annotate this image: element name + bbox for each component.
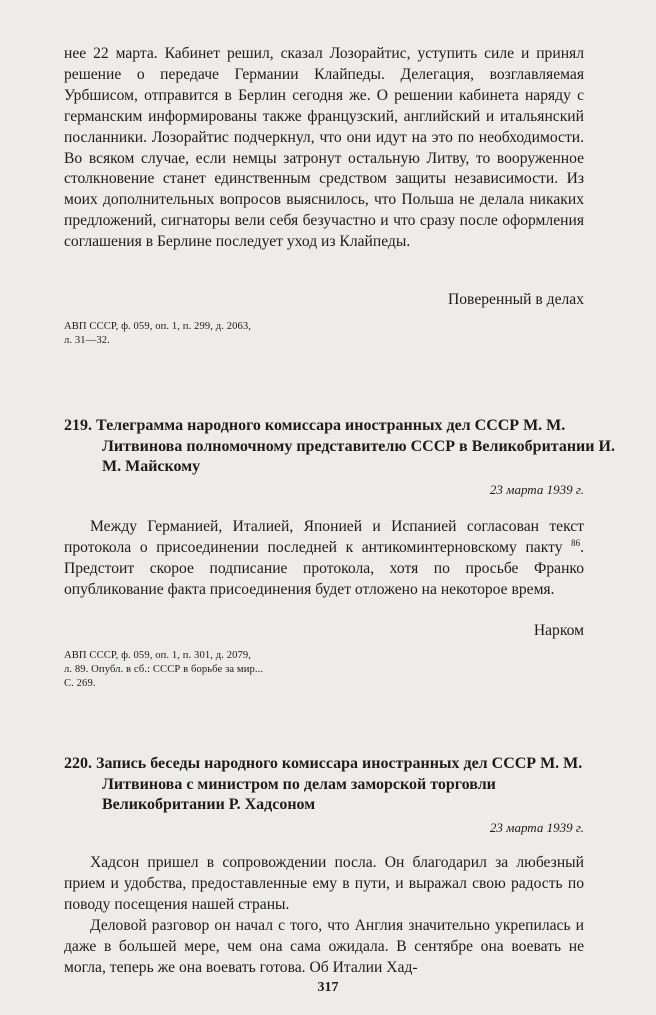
paragraph-top: нее 22 марта. Кабинет решил, сказал Лозорайтис, уступить силе и принял решение о передаче Германии Клайпеды. Делегация, возглавляемая Урбшисом, отправится в Берлин сегодня же. О решении кабинета наряду с германским информированы также французский, английский и итальянский посланники. Лозорайтис подчеркнул, что они идут на это по необходимости. Во всяком случае, если немцы затронут остальную Литву, то вооруженное столкновение станет единственным средством защиты независимости. Из моих дополнительных вопросов выяснилось, что Польша не делала никаких предложений, сигнаторы вели себя безучастно и что сразу после оформления соглашения в Берлине последует уход из Клайпеды. — [64, 45, 584, 251]
archive-line: АВП СССР, ф. 059, оп. 1, п. 299, д. 2063, — [64, 321, 252, 332]
signature-charge-daffaires: Поверенный в делах — [448, 291, 584, 308]
document-220-paragraph-2: Деловой разговор он начал с того, что Англия значительно укрепилась и даже в большей мере, чем она сама ожидала. В сентябре она воевать не могла, теперь же она воевать готова. Об Италии Хад- — [64, 917, 584, 976]
document-220-paragraph-1: Хадсон пришел в сопровождении посла. Он благодарил за любезный прием и удобства, предоставленные ему в пути, и выражал свою радость по поводу посещения нашей страны. — [64, 854, 584, 913]
document-219-title: 219. Телеграмма народного комиссара иностранных дел СССР М. М. Литвинова полномочному представителю СССР в Великобритании И. М. Майскому — [64, 417, 615, 475]
footnote-ref: 86 — [571, 537, 581, 548]
document-220-date: 23 марта 1939 г. — [489, 820, 584, 835]
page-number: 317 — [317, 980, 339, 995]
document-220-title: 220. Запись беседы народного комиссара иностранных дел СССР М. М. Литвинова с министром по делам заморской торговли Великобритании Р. Хадсоном — [64, 755, 583, 813]
document-219-date: 23 марта 1939 г. — [489, 482, 584, 497]
text-part: . Предстоит скорое подписание протокола, хотя по просьбе Франко опубликование факта присоединения будет отложено на некоторое время. — [64, 538, 585, 598]
archive-reference-1 — [64, 320, 584, 348]
archive-line: АВП СССР, ф. 059, оп. 1, п. 301, д. 2079, — [64, 650, 252, 661]
archive-line: л. 89. Опубл. в сб.: СССР в борьбе за мир... — [64, 664, 264, 676]
text-part: Между Германией, Италией, Японией и Испанией согласован текст протокола о присоединении последней к антикоминтерновскому пакту — [64, 518, 584, 556]
document-219-signature: Нарком — [533, 622, 584, 639]
archive-line: С. 269. — [64, 678, 96, 690]
document-219-text — [64, 517, 584, 601]
archive-reference-219 — [64, 649, 584, 692]
archive-line: л. 31—32. — [64, 335, 110, 347]
